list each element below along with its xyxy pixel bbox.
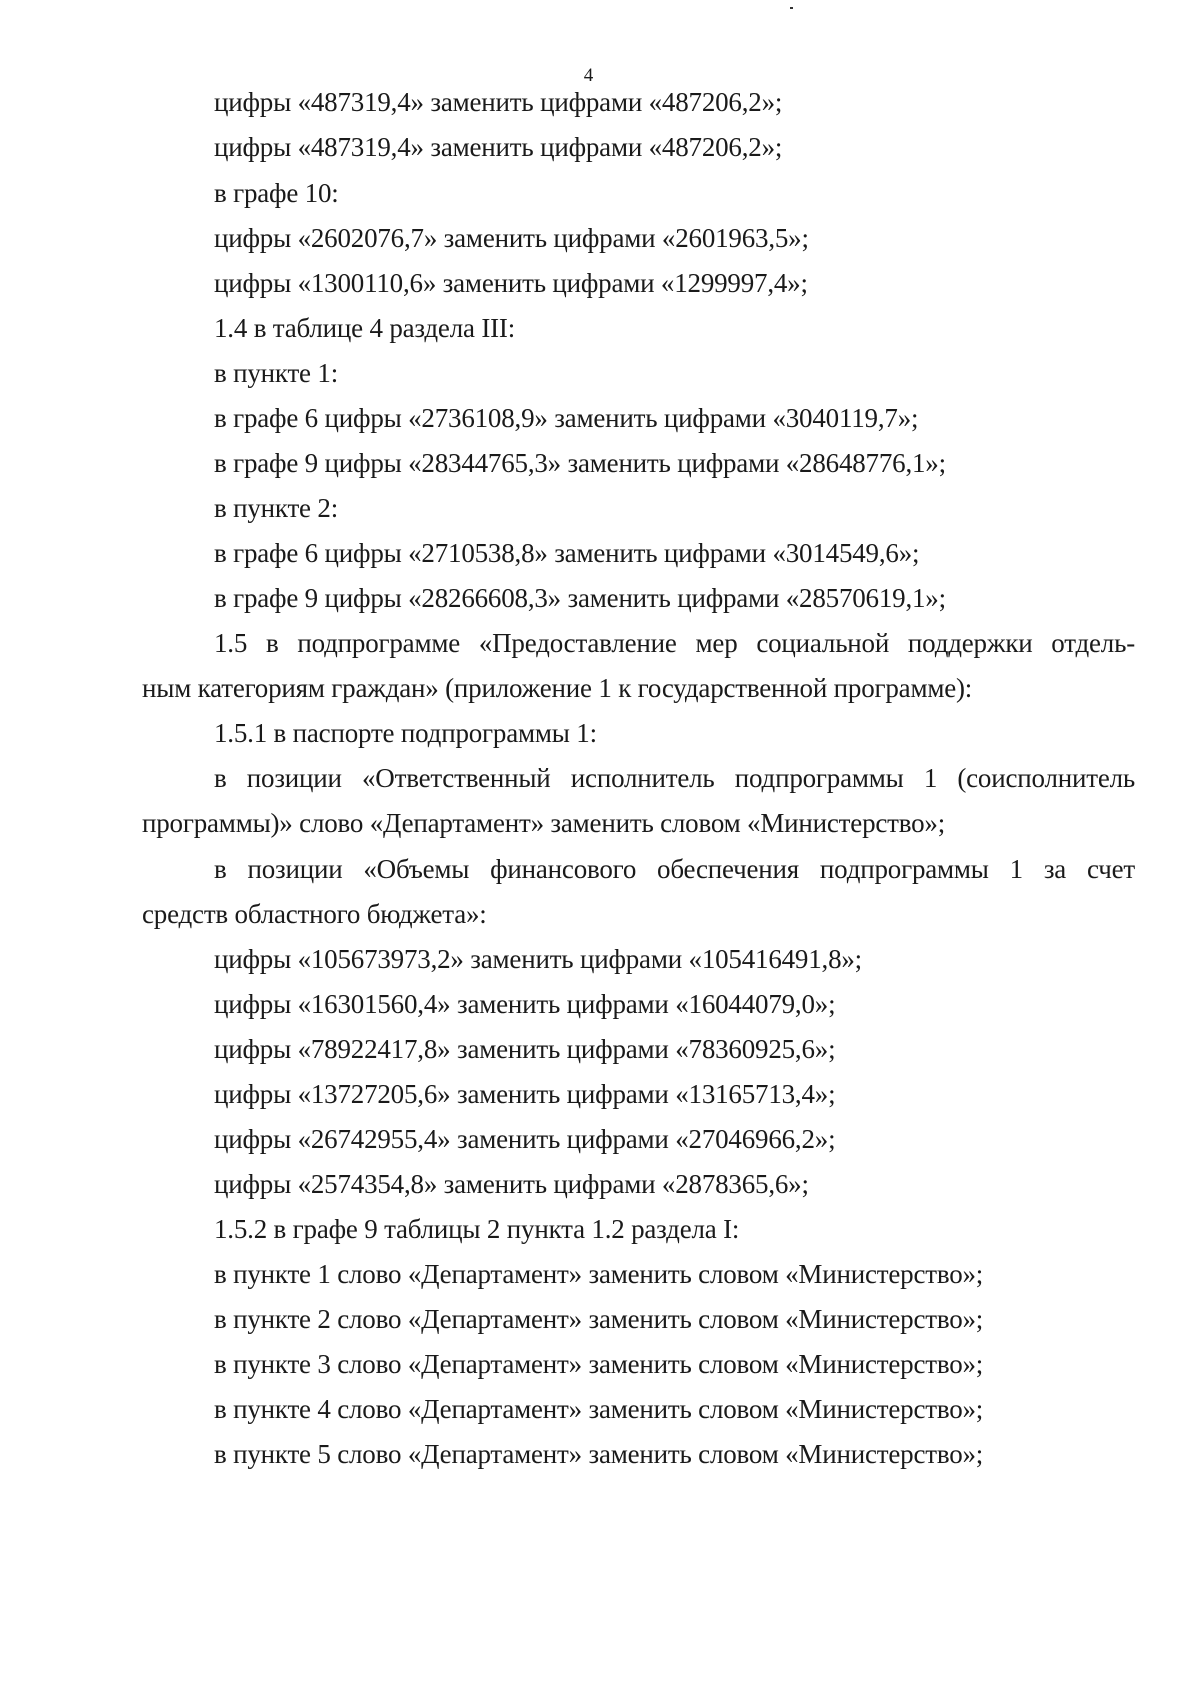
text-line: цифры «13727205,6» заменить цифрами «13165713,4»; bbox=[214, 1079, 836, 1109]
text-line: цифры «78922417,8» заменить цифрами «78360925,6»; bbox=[214, 1034, 836, 1064]
text-line: цифры «2574354,8» заменить цифрами «2878365,6»; bbox=[214, 1169, 809, 1199]
text-line: цифры «487319,4» заменить цифрами «487206,2»; bbox=[214, 132, 783, 162]
page-number: 4 bbox=[583, 65, 594, 86]
text-line: в пункте 2: bbox=[214, 493, 338, 523]
scan-artifact-dot bbox=[790, 7, 793, 9]
text-line: в пункте 3 слово «Департамент» заменить словом «Министерство»; bbox=[214, 1349, 984, 1379]
text-line: ным категориям граждан» (приложение 1 к государственной программе): bbox=[142, 673, 973, 703]
text-line: в пункте 2 слово «Департамент» заменить словом «Министерство»; bbox=[214, 1304, 984, 1334]
section-heading-1-5-1: 1.5.1 в паспорте подпрограммы 1: bbox=[214, 718, 597, 748]
text-line: цифры «105673973,2» заменить цифрами «105416491,8»; bbox=[214, 944, 862, 974]
text-line: средств областного бюджета»: bbox=[142, 899, 487, 929]
text-line: в графе 10: bbox=[214, 178, 339, 208]
text-line: цифры «26742955,4» заменить цифрами «27046966,2»; bbox=[214, 1124, 836, 1154]
text-line: цифры «16301560,4» заменить цифрами «16044079,0»; bbox=[214, 989, 836, 1019]
text-line: цифры «2602076,7» заменить цифрами «2601963,5»; bbox=[214, 223, 809, 253]
text-line: в графе 9 цифры «28344765,3» заменить цифрами «28648776,1»; bbox=[214, 448, 946, 478]
text-line: в графе 9 цифры «28266608,3» заменить цифрами «28570619,1»; bbox=[214, 583, 946, 613]
text-line: программы)» слово «Департамент» заменить словом «Министерство»; bbox=[142, 808, 946, 838]
text-line: цифры «487319,4» заменить цифрами «487206,2»; bbox=[214, 87, 783, 117]
text-line: в позиции «Объемы финансового обеспечения подпрограммы 1 за счет bbox=[214, 854, 1135, 884]
text-line: в графе 6 цифры «2710538,8» заменить цифрами «3014549,6»; bbox=[214, 538, 920, 568]
text-line: в позиции «Ответственный исполнитель подпрограммы 1 (соисполнитель bbox=[214, 763, 1135, 793]
text-line: цифры «1300110,6» заменить цифрами «1299997,4»; bbox=[214, 268, 808, 298]
text-line: в пункте 5 слово «Департамент» заменить словом «Министерство»; bbox=[214, 1439, 984, 1469]
section-heading-1-5: 1.5 в подпрограмме «Предоставление мер социальной поддержки отдель- bbox=[214, 628, 1135, 658]
section-heading-1-5-2: 1.5.2 в графе 9 таблицы 2 пункта 1.2 раздела I: bbox=[214, 1214, 740, 1244]
text-line: в пункте 1: bbox=[214, 358, 338, 388]
section-heading-1-4: 1.4 в таблице 4 раздела III: bbox=[214, 313, 515, 343]
text-line: в пункте 1 слово «Департамент» заменить словом «Министерство»; bbox=[214, 1259, 984, 1289]
text-line: в графе 6 цифры «2736108,9» заменить цифрами «3040119,7»; bbox=[214, 403, 919, 433]
text-line: в пункте 4 слово «Департамент» заменить словом «Министерство»; bbox=[214, 1394, 984, 1424]
